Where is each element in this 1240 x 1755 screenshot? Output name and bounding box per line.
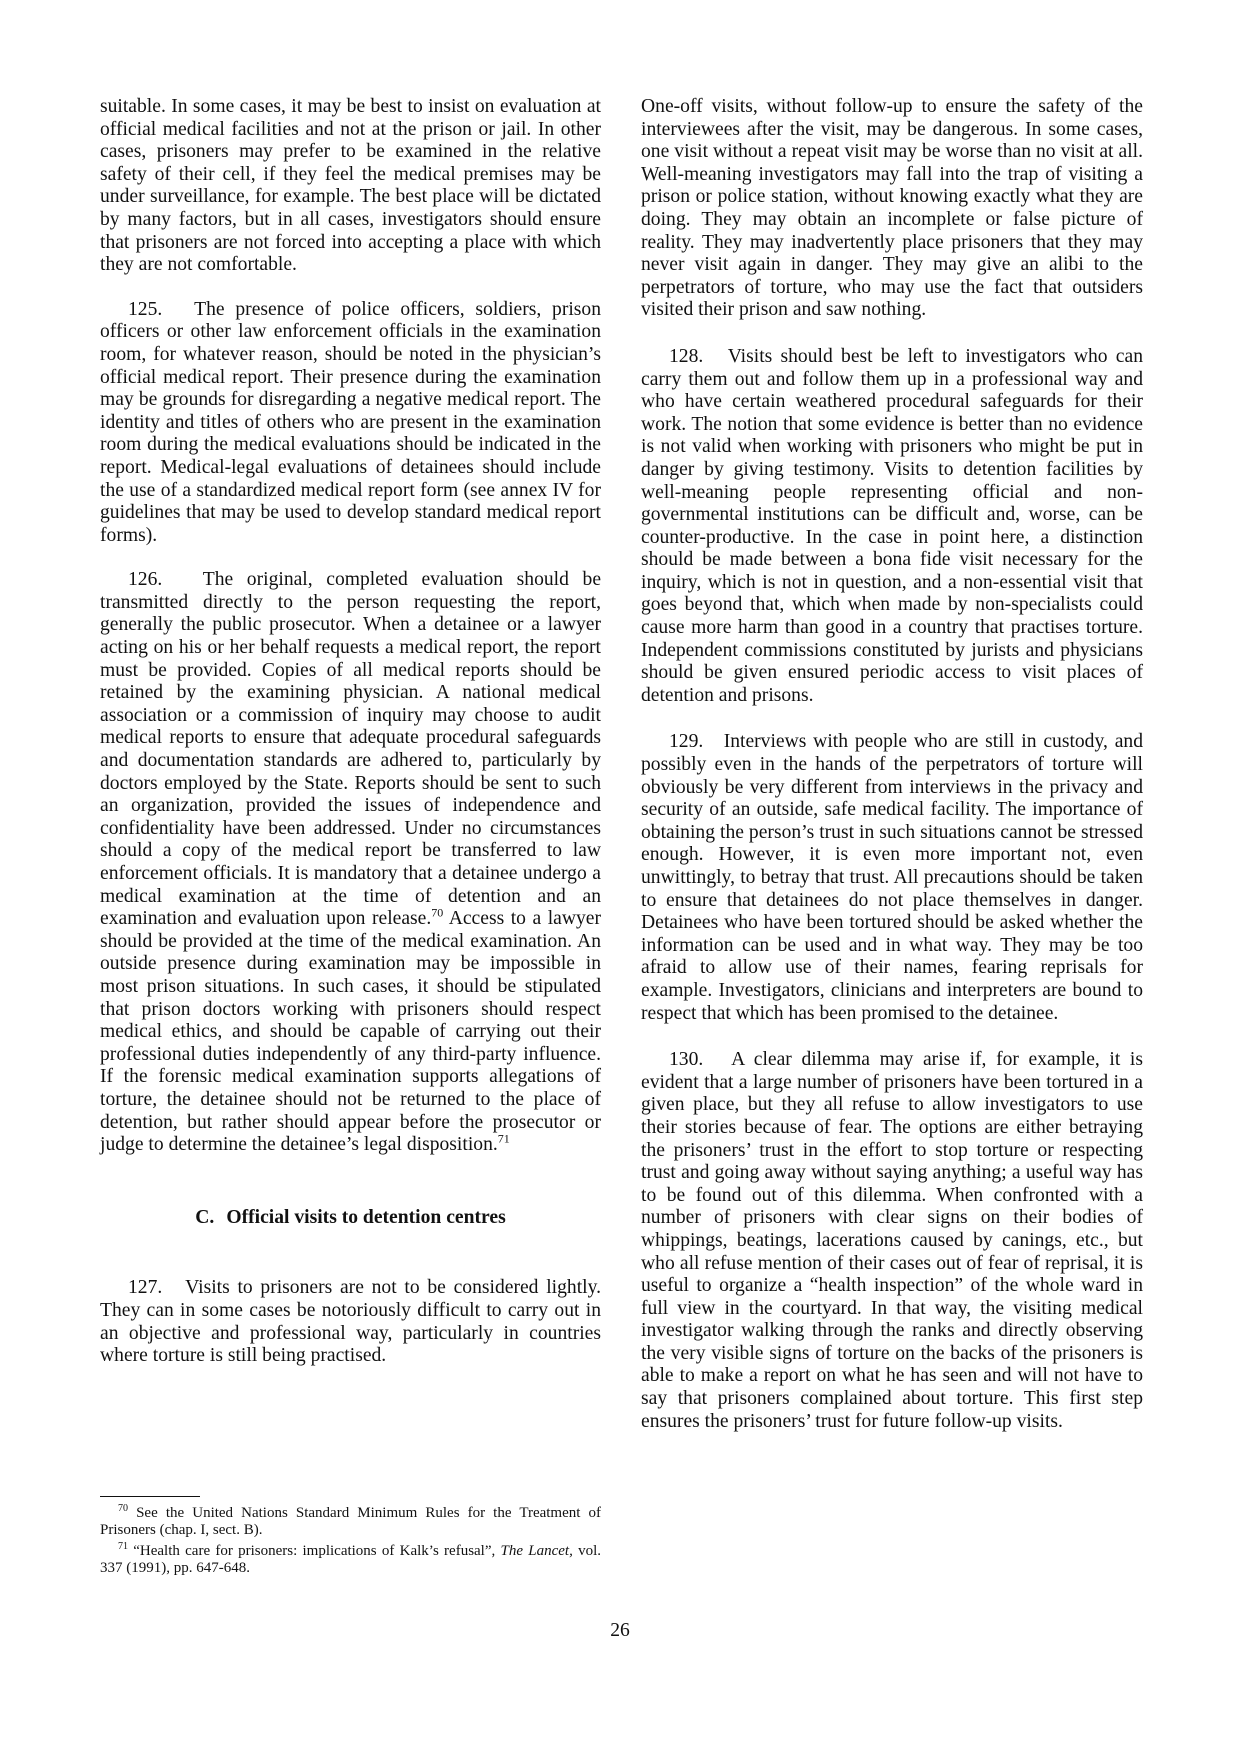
paragraph-number: 125. xyxy=(128,298,163,320)
footnote-ref-71: 71 xyxy=(497,1131,510,1146)
left-column xyxy=(100,96,601,1368)
right-column xyxy=(641,96,1143,1433)
paragraph-127 xyxy=(100,1277,601,1367)
paragraph-125 xyxy=(100,299,601,548)
footnote-71 xyxy=(100,1543,601,1577)
footnote-number: 70 xyxy=(118,1503,128,1514)
paragraph-number: 129. xyxy=(669,731,704,753)
paragraph-number: 126. xyxy=(128,569,163,591)
footnote-number: 71 xyxy=(118,1541,128,1552)
footnote-text: See the United Nations Standard Minimum Rules for the Treatment of Prisoners (chap. I, sect. B). xyxy=(100,1505,602,1538)
paragraph-128 xyxy=(641,346,1143,708)
section-title: Official visits to detention centres xyxy=(226,1206,506,1228)
paragraph-129 xyxy=(641,731,1143,1025)
paragraph-126 xyxy=(100,569,601,1156)
paragraph-text: Visits to prisoners are not to be considered lightly. They can in some cases be notoriously difficult to carry out in an objective and professional way, particularly in countries where torture is still being practised. xyxy=(100,1277,602,1367)
paragraph-number: 127. xyxy=(128,1277,163,1299)
paragraph-130 xyxy=(641,1049,1143,1433)
paragraph-text: Interviews with people who are still in custody, and possibly even in the hands of the perpetrators of torture will obviously be very different from interviews in the privacy and security of an outside, safe medical facility. The importance of obtaining the person’s trust in such situations cannot be stressed enough. However, it is even more important not, even unwittingly, to betray that trust. All precautions should be taken to ensure that detainees do not place themselves in danger. Detainees who have been tortured should be asked whether the information can be used and in what way. They may be too afraid to allow use of their names, fearing reprisals for example. Investigators, clinicians and interpreters are bound to respect that which has been promised to the detainee. xyxy=(641,731,1143,1024)
section-heading xyxy=(100,1207,601,1230)
paragraph-number: 128. xyxy=(669,345,704,367)
footnote-ref-70: 70 xyxy=(431,905,444,920)
paragraph-text: Visits should best be left to investigators who can carry them out and follow them up in a professional way and who have certain weathered procedural safeguards for their work. The notion that some evidence is better than no evidence is not valid when working with prisoners who might be put in danger by giving testimony. Visits to detention facilities by well-meaning people representing official and non-governmental institutions can be difficult and, worse, can be counter-productive. In the case in point here, a distinction should be made between a bona fide visit necessary for the inquiry, which is not in question, and a non-essential visit that goes beyond that, which when made by non-specialists could cause more harm than good in a country that practises torture. Independent commissions constituted by jurists and physicians should be given ensured periodic access to visit places of detention and prisons. xyxy=(641,345,1144,706)
paragraph-text: Access to a lawyer should be provided at the time of the medical examination. An outside presence during examination may be impossible in most prison situations. In such cases, it should be stipulated that prison doctors working with prisoners should respect medical ethics, and should be capable of carrying out their professional duties independently of any third-party influence. If the forensic medical examination supports allegations of torture, the detainee should not be returned to the place of detention, but rather should appear before the prosecutor or judge to determine the detainee’s legal disposition. xyxy=(100,908,601,1156)
paragraph-continuation: One-off visits, without follow-up to ensure the safety of the interviewees after the visit, may be dangerous. In some cases, one visit without a repeat visit may be worse than no visit at all. Well-meaning investigators may fall into the trap of visiting a prison or police station, without knowing exactly what they are doing. They may obtain an incomplete or false picture of reality. They may inadvertently place prisoners that they may never visit again in danger. They may give an alibi to the perpetrators of torture, who may use the fact that outsiders visited their prison and saw nothing. xyxy=(641,96,1143,321)
footnotes xyxy=(100,1496,601,1581)
footnote-text: vol. 337 (1991), pp. 647-648. xyxy=(100,1543,602,1576)
footnote-divider xyxy=(100,1496,200,1497)
page-number: 26 xyxy=(610,1620,630,1641)
paragraph-text: A clear dilemma may arise if, for example, it is evident that a large number of prisoners have been tortured in a given place, but they all refuse to allow investigators to use their stories because of fear. The options are either betraying the prisoners’ trust in the effort to stop torture or respecting trust and going away without saying anything; a useful way has to be found out of this dilemma. When confronted with a number of prisoners with clear signs on their bodies of whippings, beatings, lacerations caused by canings, etc., but who all refuse mention of their cases out of fear of reprisal, it is useful to organize a “health inspection” of the whole ward in full view in the courtyard. In that way, the visiting medical investigator walking through the ranks and directly observing the very visible signs of torture on the backs of the prisoners is able to make a report on what he has seen and will not have to say that prisoners complained about torture. This first step ensures the prisoners’ trust for future follow-up visits. xyxy=(641,1049,1143,1432)
paragraph-text: The original, completed evaluation should be transmitted directly to the person requesting the report, generally the public prosecutor. When a detainee or a lawyer acting on his or her behalf requests a medical report, the report must be provided. Copies of all medical reports should be retained by the examining physician. A national medical association or a commission of inquiry may choose to audit medical reports to ensure that adequate procedural safeguards and documentation standards are adhered to, particularly by doctors employed by the State. Reports should be sent to such an organization, provided the issues of independence and confidentiality have been addressed. Under no circumstances should a copy of the medical report be transferred to law enforcement officials. It is mandatory that a detainee undergo a medical examination at the time of detention and an examination and evaluation upon release. xyxy=(100,569,602,930)
section-number: C. xyxy=(195,1206,215,1228)
paragraph-text: The presence of police officers, soldiers, prison officers or other law enforcement officials in the examination room, for whatever reason, should be noted in the physician’s official medical report. Their presence during the examination may be grounds for disregarding a negative medical report. The identity and titles of others who are present in the examination room during the medical evaluations should be indicated in the report. Medical-legal evaluations of detainees should include the use of a standardized medical report form (see annex IV for guidelines that may be used to develop standard medical report forms). xyxy=(100,298,602,546)
footnote-text: “Health care for prisoners: implications of Kalk’s refusal”, xyxy=(133,1543,501,1559)
journal-title: The Lancet, xyxy=(500,1543,573,1559)
paragraph-continuation: suitable. In some cases, it may be best to insist on evaluation at official medical facilities and not at the prison or jail. In other cases, prisoners may prefer to be examined in the relative safety of their cell, if they feel the medical premises may be under surveillance, for example. The best place will be dictated by many factors, but in all cases, investigators should ensure that prisoners are not forced into accepting a place with which they are not comfortable. xyxy=(100,96,601,276)
footnote-70 xyxy=(100,1505,601,1539)
paragraph-number: 130. xyxy=(669,1049,704,1071)
